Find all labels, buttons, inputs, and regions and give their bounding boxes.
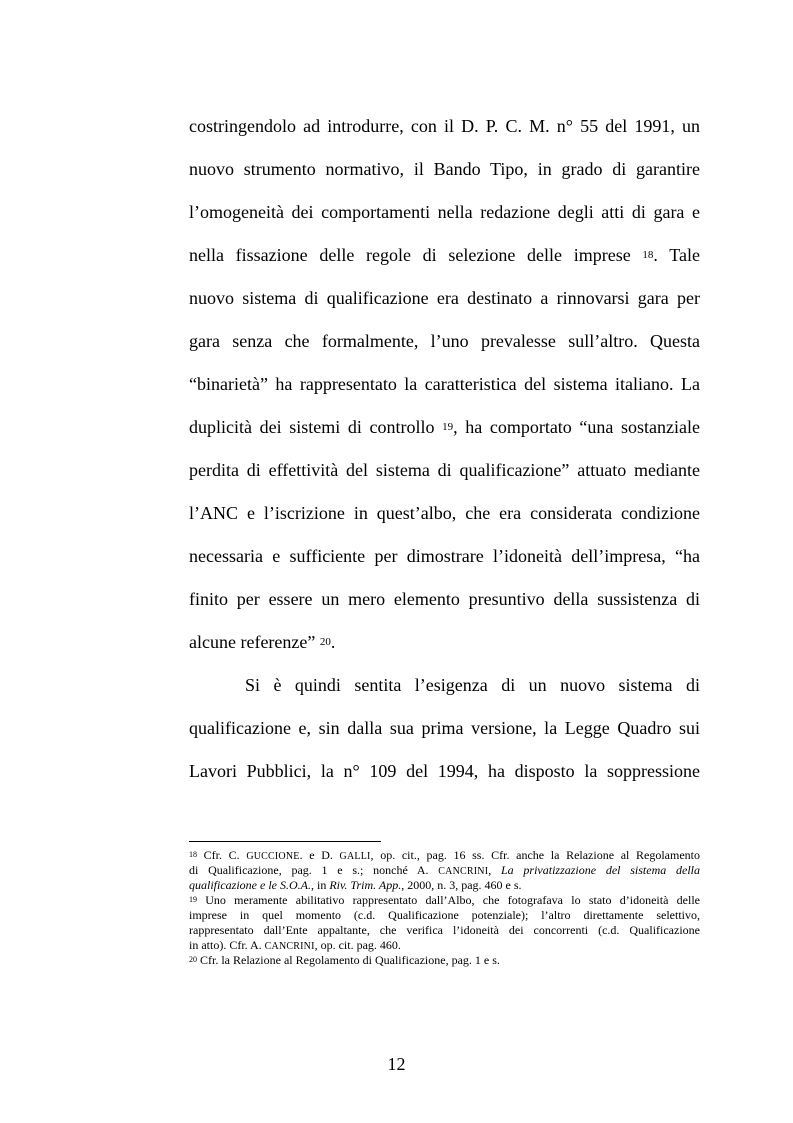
- body-line-12: finito per essere un mero elemento presuntivo della sussistenza di: [189, 589, 700, 609]
- fn18-text-g: , 2000, n. 3, pag. 460 e s.: [401, 878, 522, 892]
- fn20-text-1: Cfr. la Relazione al Regolamento di Qualificazione, pag. 1 e s.: [197, 953, 500, 967]
- body-line-4-tail: . Tale: [653, 245, 700, 265]
- body-line-8-text: duplicità dei sistemi di controllo: [189, 417, 443, 437]
- footnote-separator: [189, 841, 381, 842]
- body-line-7: “binarietà” ha rappresentato la caratteristica del sistema italiano. La: [189, 374, 700, 394]
- footnote-ref-20: 20: [319, 636, 331, 648]
- fn19-text-4b: , op. cit. pag. 460.: [314, 938, 401, 952]
- body-line-6: gara senza che formalmente, l’uno prevalesse sull’altro. Questa: [189, 331, 700, 351]
- body-line-14: Si è quindi sentita l’esigenza di un nuovo sistema di: [245, 675, 700, 695]
- body-line-4: [189, 244, 700, 266]
- body-line-10: l’ANC e l’iscrizione in quest’albo, che era considerata condizione: [189, 503, 700, 523]
- fn18-author-guccione: GUCCIONE: [246, 851, 300, 862]
- body-line-1: costringendolo ad introdurre, con il D. P. C. M. n° 55 del 1991, un: [189, 116, 700, 136]
- footnote-19-line-3: rappresentato dall’Ente appaltante, che verifica l’idoneità dei concorrenti (c.d. Qualificazione: [189, 923, 700, 937]
- footnote-20-mark: 20: [189, 955, 197, 964]
- body-line-3: l’omogeneità dei comportamenti nella redazione degli atti di gara e: [189, 202, 700, 222]
- footnote-19-line-1: [189, 893, 700, 908]
- footnote-19-line-2: imprese in quel momento (c.d. Qualificazione potenziale); l’altro direttamente selettivo,: [189, 908, 700, 922]
- fn18-title-a: La privatizzazione del sistema della: [501, 863, 701, 877]
- fn18-journal: Riv. Trim. App.: [329, 878, 402, 892]
- fn18-author-galli: GALLI: [339, 851, 371, 862]
- footnote-20-line-1: [189, 953, 700, 968]
- footnote-18-line-3: [189, 878, 700, 893]
- body-line-8: [189, 416, 700, 438]
- footnote-18-line-1: [189, 848, 700, 864]
- body-line-13-tail: .: [330, 632, 336, 652]
- footnote-19-mark: 19: [189, 895, 197, 904]
- fn18-text-b: . e D.: [299, 848, 340, 862]
- body-line-16: Lavori Pubblici, la n° 109 del 1994, ha disposto la soppressione: [189, 761, 700, 781]
- fn18-author-cancrini: CANCRINI: [438, 866, 489, 877]
- footnote-ref-19: 19: [442, 421, 454, 433]
- body-line-2: nuovo strumento normativo, il Bando Tipo, in grado di garantire: [189, 159, 700, 179]
- fn18-text-f: , in: [310, 878, 330, 892]
- fn18-text-e: ,: [488, 863, 501, 877]
- fn18-title-b: qualificazione e le S.O.A.: [189, 878, 311, 892]
- fn18-text-d: di Qualificazione, pag. 1 e s.; nonché A.: [189, 863, 439, 877]
- footnote-19-line-4: [189, 938, 700, 954]
- body-line-4-text: nella fissazione delle regole di selezione delle imprese: [189, 245, 643, 265]
- body-line-9: perdita di effettività del sistema di qualificazione” attuato mediante: [189, 460, 700, 480]
- fn19-text-1: Uno meramente abilitativo rappresentato dall’Albo, che fotografava lo stato d’idoneità delle: [197, 893, 700, 907]
- body-line-5: nuovo sistema di qualificazione era destinato a rinnovarsi gara per: [189, 288, 700, 308]
- body-line-13-text: alcune referenze”: [189, 632, 320, 652]
- footnote-ref-18: 18: [642, 249, 654, 261]
- body-line-15: qualificazione e, sin dalla sua prima versione, la Legge Quadro sui: [189, 718, 700, 738]
- fn19-text-4a: in atto). Cfr. A.: [189, 938, 265, 952]
- body-line-8-tail: , ha comportato “una sostanziale: [453, 417, 700, 437]
- fn19-author-cancrini: CANCRINI: [264, 941, 315, 952]
- footnote-18-line-2: [189, 863, 700, 879]
- fn18-text-a: Cfr. C.: [197, 848, 247, 862]
- footnote-18-mark: 18: [189, 850, 197, 859]
- body-line-13: [189, 631, 700, 653]
- body-line-11: necessaria e sufficiente per dimostrare l’idoneità dell’impresa, “ha: [189, 546, 700, 566]
- fn18-text-c: , op. cit., pag. 16 ss. Cfr. anche la Relazione al Regolamento: [370, 848, 700, 862]
- page-number: 12: [387, 1054, 406, 1074]
